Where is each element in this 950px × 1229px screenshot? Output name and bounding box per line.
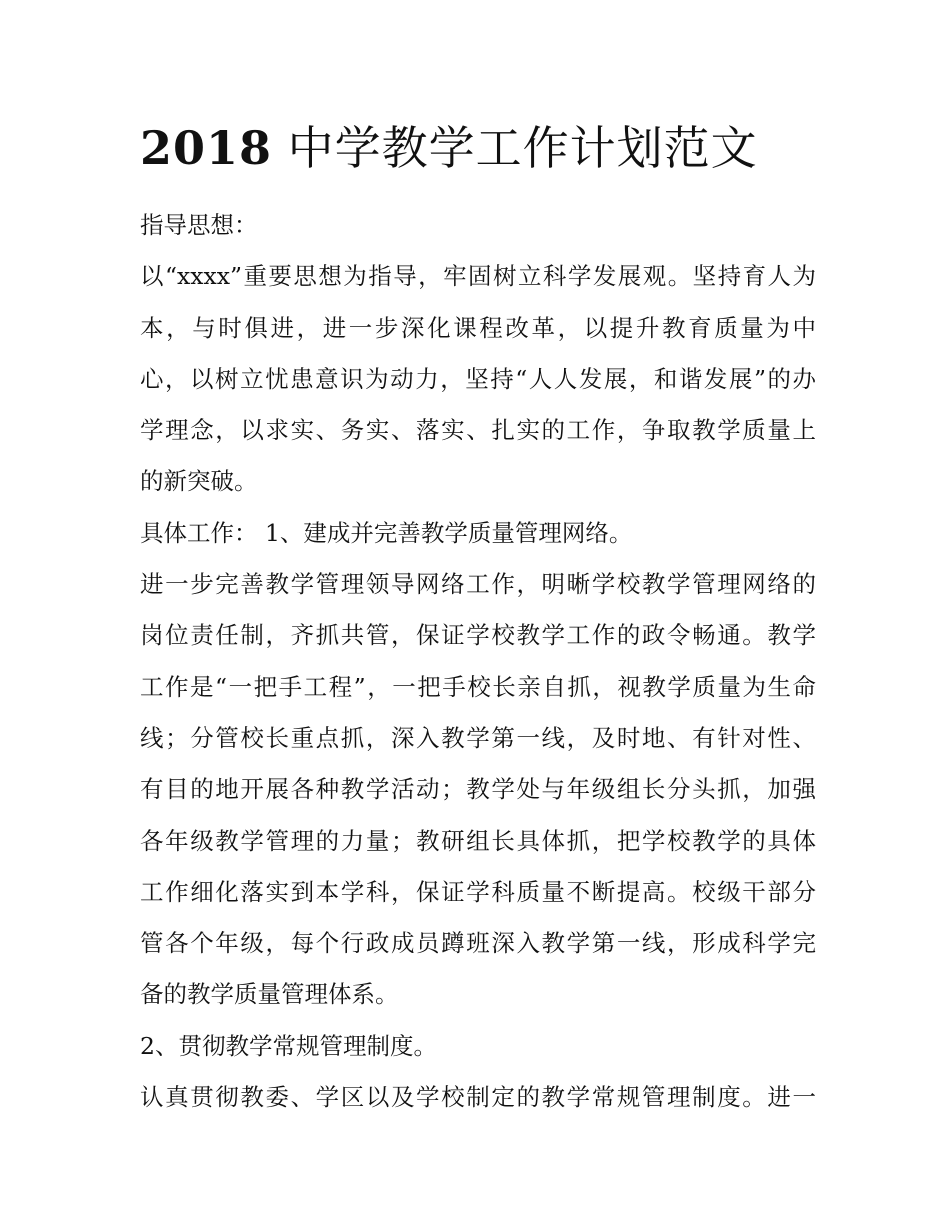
text-line: 2、贯彻教学常规管理制度。 [140, 1031, 437, 1060]
text-line: 工作是“一把手工程”，一把手校长亲自抓，视教学质量为生命 [140, 672, 816, 701]
text-line: 以“xxxx”重要思想为指导，牢固树立科学发展观。坚持育人为 [140, 262, 816, 291]
text-line: 学理念，以求实、务实、落实、扎实的工作，争取教学质量上 [140, 416, 816, 445]
text-line: 岗位责任制，齐抓共管，保证学校教学工作的政令畅通。教学 [140, 621, 816, 650]
title-year: 2018 [140, 121, 273, 175]
title-text: 中学教学工作计划范文 [287, 121, 758, 175]
paragraph-routine-management [140, 1072, 816, 1123]
text-line: 线；分管校长重点抓，深入教学第一线，及时地、有针对性、 [140, 723, 816, 752]
text-line: 心，以树立忧患意识为动力，坚持“人人发展，和谐发展”的办 [140, 364, 816, 393]
document-title [140, 118, 840, 178]
paragraph-guiding-thought [140, 251, 816, 507]
text-line: 认真贯彻教委、学区以及学校制定的教学常规管理制度。进一 [140, 1083, 816, 1112]
text-line: 的新突破。 [140, 467, 258, 496]
text-line: 进一步完善教学管理领导网络工作，明晰学校教学管理网络的 [140, 570, 816, 599]
text-line: 管各个年级，每个行政成员蹲班深入教学第一线，形成科学完 [140, 929, 816, 958]
text-line: 有目的地开展各种教学活动；教学处与年级组长分头抓，加强 [140, 775, 816, 804]
text-line: 各年级教学管理的力量；教研组长具体抓，把学校教学的具体 [140, 826, 816, 855]
text-line: 本，与时俱进，进一步深化课程改革，以提升教育质量为中 [140, 313, 816, 342]
paragraph-routine-heading [140, 1021, 816, 1072]
text-line: 工作细化落实到本学科，保证学科质量不断提高。校级干部分 [140, 877, 816, 906]
text-line: 备的教学质量管理体系。 [140, 980, 399, 1009]
paragraph-specific-work-heading [140, 508, 816, 559]
text-line: 具体工作： 1、建成并完善教学质量管理网络。 [140, 518, 633, 547]
paragraph-guiding-heading [140, 200, 816, 251]
paragraph-management-network [140, 559, 816, 1021]
text-line: 指导思想： [140, 211, 258, 239]
document-body [140, 200, 816, 1123]
